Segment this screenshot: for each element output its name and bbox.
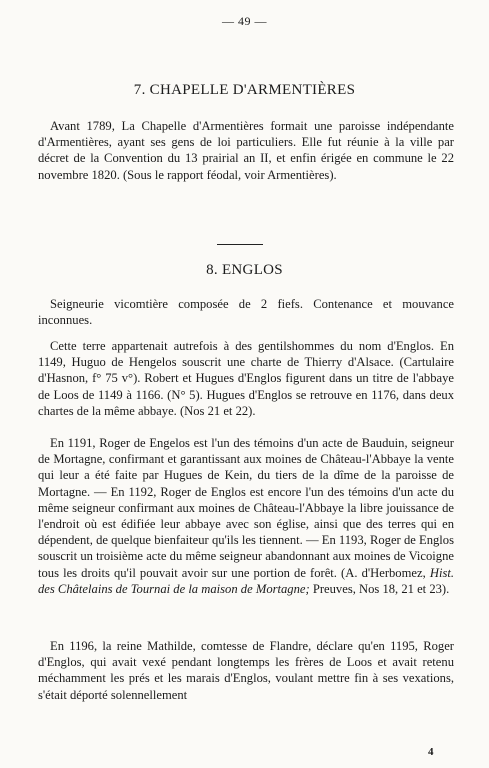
section-title-chapelle: 7. CHAPELLE D'ARMENTIÈRES [133, 82, 356, 98]
paragraph-chapelle: Avant 1789, La Chapelle d'Armentières formait une paroisse indépendante d'Armentières, ayant ses gens de loi particuliers. Elle fut réunie à la ville par décret de la Convention du 13 prairial an II, et enfin érigée en commune le 22 novembre 1820. (Sous le rapport féodal, voir Armentières). [38, 119, 454, 182]
page-number: — 49 — [222, 14, 267, 28]
paragraph-englos-3-end: Preuves, Nos 18, 21 et 23). [312, 581, 450, 596]
sheet-signature: 4 [428, 746, 434, 758]
citation-title: Hist. des Châtelains de Tournai de la maison de Mortagne; [38, 565, 454, 596]
paragraph-englos-2: Cette terre appartenait autrefois à des gentilshommes du nom d'Englos. En 1149, Huguo de Hengelos souscrit une charte de Thierry d'Alsace. (Cartulaire d'Hasnon, f° 75 v°). Robert et Hugues d'Englos figurent dans un titre de l'abbaye de Loos de 1149 à 1166. (N° 5). Hugues d'Englos se retrouve en 1176, dans deux chartes de la même abbaye. (Nos 21 et 22). [38, 339, 454, 418]
section-divider [217, 244, 263, 245]
paragraph-englos-3-text: En 1191, Roger de Engelos est l'un des témoins d'un acte de Bauduin, seigneur de Mortagne, confirmant et garantissant aux moines de Château-l'Abbaye la vente qui leur a été faite par Hugues de Kein, du tiers de la dîme de la paroisse de Mortagne. — En 1192, Roger de Englos est encore l'un des témoins d'un acte du même seigneur confirmant aux moines de Château-l'Abbaye la libre jouissance de l'endroit où est édifiée leur abbaye avec son église, ainsi que des terres qui en dépendent, de quelque bienfaiteur qu'ils les tiennent. — En 1193, Roger de Englos souscrit un troisième acte du même seigneur abandonnant aux moines de Vicoigne tous les droits qu'il pouvait avoir sur une portion de forêt. (A. d'Herbomez, [38, 436, 454, 580]
paragraph-englos-4: En 1196, la reine Mathilde, comtesse de Flandre, déclare qu'en 1195, Roger d'Englos, qui avait vexé pendant longtemps les frères de Loos et avait retenu méchamment les prés et les marais d'Englos, voulant mettre fin à ses vexations, s'était déporté solennellement [38, 639, 454, 702]
paragraph-englos-1: Seigneurie vicomtière composée de 2 fiefs. Contenance et mouvance inconnues. [38, 297, 454, 328]
paragraph-englos-3 [38, 435, 454, 597]
section-title-englos: 8. ENGLOS [206, 262, 283, 278]
